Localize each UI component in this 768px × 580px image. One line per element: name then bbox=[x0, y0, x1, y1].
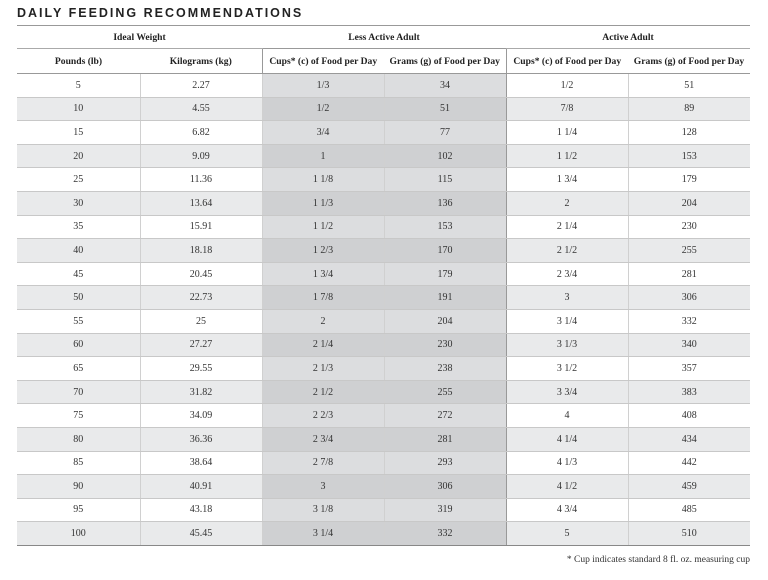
cell-kilograms: 45.45 bbox=[140, 522, 262, 546]
cell-active-grams: 485 bbox=[628, 498, 750, 522]
cell-less-active-grams: 34 bbox=[384, 74, 506, 98]
cell-pounds: 100 bbox=[17, 522, 140, 546]
column-header-less-active-cups: Cups* (c) of Food per Day bbox=[262, 49, 384, 74]
cell-active-cups: 3 bbox=[506, 286, 628, 310]
cell-active-cups: 4 1/2 bbox=[506, 475, 628, 499]
table-row bbox=[17, 380, 750, 404]
cell-kilograms: 29.55 bbox=[140, 357, 262, 381]
table-row bbox=[17, 475, 750, 499]
cell-active-cups: 7/8 bbox=[506, 97, 628, 121]
cell-less-active-grams: 238 bbox=[384, 357, 506, 381]
cell-active-grams: 332 bbox=[628, 309, 750, 333]
cell-kilograms: 4.55 bbox=[140, 97, 262, 121]
cell-pounds: 65 bbox=[17, 357, 140, 381]
cell-less-active-cups: 1 1/8 bbox=[262, 168, 384, 192]
footnote: * Cup indicates standard 8 fl. oz. measuring cup bbox=[566, 555, 750, 565]
cell-active-grams: 408 bbox=[628, 404, 750, 428]
cell-kilograms: 38.64 bbox=[140, 451, 262, 475]
cell-active-grams: 306 bbox=[628, 286, 750, 310]
cell-pounds: 15 bbox=[17, 121, 140, 145]
cell-pounds: 80 bbox=[17, 427, 140, 451]
cell-pounds: 55 bbox=[17, 309, 140, 333]
cell-active-cups: 4 bbox=[506, 404, 628, 428]
cell-less-active-cups: 2 2/3 bbox=[262, 404, 384, 428]
column-header-active-grams: Grams (g) of Food per Day bbox=[628, 49, 750, 74]
cell-pounds: 35 bbox=[17, 215, 140, 239]
cell-less-active-cups: 1 1/2 bbox=[262, 215, 384, 239]
cell-active-grams: 128 bbox=[628, 121, 750, 145]
cell-active-cups: 4 1/4 bbox=[506, 427, 628, 451]
cell-active-grams: 51 bbox=[628, 74, 750, 98]
cell-pounds: 85 bbox=[17, 451, 140, 475]
cell-active-grams: 255 bbox=[628, 239, 750, 263]
table-row bbox=[17, 262, 750, 286]
cell-active-grams: 383 bbox=[628, 380, 750, 404]
feeding-table bbox=[17, 25, 750, 546]
cell-kilograms: 40.91 bbox=[140, 475, 262, 499]
cell-less-active-cups: 2 3/4 bbox=[262, 427, 384, 451]
table-row bbox=[17, 144, 750, 168]
cell-active-cups: 1/2 bbox=[506, 74, 628, 98]
cell-active-cups: 2 3/4 bbox=[506, 262, 628, 286]
cell-pounds: 95 bbox=[17, 498, 140, 522]
cell-less-active-cups: 1 7/8 bbox=[262, 286, 384, 310]
cell-pounds: 50 bbox=[17, 286, 140, 310]
table-row bbox=[17, 286, 750, 310]
table-row bbox=[17, 191, 750, 215]
cell-active-grams: 179 bbox=[628, 168, 750, 192]
cell-kilograms: 20.45 bbox=[140, 262, 262, 286]
table-row bbox=[17, 498, 750, 522]
table-row bbox=[17, 522, 750, 546]
cell-kilograms: 9.09 bbox=[140, 144, 262, 168]
cell-kilograms: 18.18 bbox=[140, 239, 262, 263]
cell-less-active-grams: 293 bbox=[384, 451, 506, 475]
group-header-ideal-weight: Ideal Weight bbox=[17, 26, 262, 49]
cell-active-grams: 153 bbox=[628, 144, 750, 168]
cell-active-grams: 204 bbox=[628, 191, 750, 215]
cell-active-cups: 3 1/3 bbox=[506, 333, 628, 357]
cell-kilograms: 15.91 bbox=[140, 215, 262, 239]
table-row bbox=[17, 427, 750, 451]
column-header-kilograms: Kilograms (kg) bbox=[140, 49, 262, 74]
cell-active-cups: 1 1/2 bbox=[506, 144, 628, 168]
table-row bbox=[17, 121, 750, 145]
cell-pounds: 25 bbox=[17, 168, 140, 192]
group-header-active: Active Adult bbox=[506, 26, 750, 49]
table-row bbox=[17, 97, 750, 121]
cell-active-cups: 4 3/4 bbox=[506, 498, 628, 522]
cell-kilograms: 43.18 bbox=[140, 498, 262, 522]
table-row bbox=[17, 74, 750, 98]
cell-less-active-grams: 281 bbox=[384, 427, 506, 451]
cell-kilograms: 13.64 bbox=[140, 191, 262, 215]
cell-kilograms: 25 bbox=[140, 309, 262, 333]
cell-active-cups: 2 bbox=[506, 191, 628, 215]
table-row bbox=[17, 309, 750, 333]
table-row bbox=[17, 357, 750, 381]
page-title: DAILY FEEDING RECOMMENDATIONS bbox=[17, 6, 304, 20]
column-header-active-cups: Cups* (c) of Food per Day bbox=[506, 49, 628, 74]
cell-pounds: 30 bbox=[17, 191, 140, 215]
cell-less-active-grams: 115 bbox=[384, 168, 506, 192]
cell-active-grams: 442 bbox=[628, 451, 750, 475]
cell-less-active-grams: 255 bbox=[384, 380, 506, 404]
cell-less-active-cups: 1 3/4 bbox=[262, 262, 384, 286]
cell-kilograms: 22.73 bbox=[140, 286, 262, 310]
cell-pounds: 45 bbox=[17, 262, 140, 286]
cell-less-active-cups: 2 1/4 bbox=[262, 333, 384, 357]
cell-kilograms: 6.82 bbox=[140, 121, 262, 145]
cell-kilograms: 36.36 bbox=[140, 427, 262, 451]
cell-less-active-cups: 3 1/4 bbox=[262, 522, 384, 546]
cell-pounds: 75 bbox=[17, 404, 140, 428]
cell-pounds: 5 bbox=[17, 74, 140, 98]
table-row bbox=[17, 333, 750, 357]
cell-active-grams: 357 bbox=[628, 357, 750, 381]
cell-active-cups: 3 3/4 bbox=[506, 380, 628, 404]
cell-kilograms: 27.27 bbox=[140, 333, 262, 357]
cell-active-cups: 3 1/4 bbox=[506, 309, 628, 333]
cell-active-grams: 459 bbox=[628, 475, 750, 499]
cell-less-active-grams: 272 bbox=[384, 404, 506, 428]
column-header-pounds: Pounds (lb) bbox=[17, 49, 140, 74]
table-row bbox=[17, 239, 750, 263]
cell-active-cups: 1 1/4 bbox=[506, 121, 628, 145]
cell-active-grams: 89 bbox=[628, 97, 750, 121]
cell-less-active-cups: 1 1/3 bbox=[262, 191, 384, 215]
cell-active-grams: 510 bbox=[628, 522, 750, 546]
cell-less-active-cups: 1/2 bbox=[262, 97, 384, 121]
cell-pounds: 10 bbox=[17, 97, 140, 121]
cell-less-active-grams: 332 bbox=[384, 522, 506, 546]
cell-less-active-cups: 2 bbox=[262, 309, 384, 333]
table-row bbox=[17, 404, 750, 428]
table-row bbox=[17, 215, 750, 239]
cell-less-active-grams: 191 bbox=[384, 286, 506, 310]
cell-less-active-cups: 2 7/8 bbox=[262, 451, 384, 475]
cell-less-active-cups: 1 bbox=[262, 144, 384, 168]
cell-less-active-grams: 102 bbox=[384, 144, 506, 168]
cell-active-grams: 281 bbox=[628, 262, 750, 286]
cell-less-active-grams: 153 bbox=[384, 215, 506, 239]
cell-less-active-cups: 3 bbox=[262, 475, 384, 499]
column-header-less-active-grams: Grams (g) of Food per Day bbox=[384, 49, 506, 74]
cell-pounds: 90 bbox=[17, 475, 140, 499]
cell-kilograms: 11.36 bbox=[140, 168, 262, 192]
cell-kilograms: 31.82 bbox=[140, 380, 262, 404]
cell-less-active-grams: 77 bbox=[384, 121, 506, 145]
cell-active-grams: 434 bbox=[628, 427, 750, 451]
group-header-less-active: Less Active Adult bbox=[262, 26, 506, 49]
cell-less-active-grams: 170 bbox=[384, 239, 506, 263]
cell-active-grams: 230 bbox=[628, 215, 750, 239]
cell-less-active-grams: 179 bbox=[384, 262, 506, 286]
cell-pounds: 70 bbox=[17, 380, 140, 404]
cell-less-active-cups: 3/4 bbox=[262, 121, 384, 145]
cell-pounds: 20 bbox=[17, 144, 140, 168]
cell-active-grams: 340 bbox=[628, 333, 750, 357]
cell-less-active-cups: 2 1/2 bbox=[262, 380, 384, 404]
cell-less-active-grams: 230 bbox=[384, 333, 506, 357]
cell-less-active-grams: 51 bbox=[384, 97, 506, 121]
cell-less-active-cups: 3 1/8 bbox=[262, 498, 384, 522]
cell-kilograms: 34.09 bbox=[140, 404, 262, 428]
cell-less-active-grams: 319 bbox=[384, 498, 506, 522]
cell-active-cups: 2 1/4 bbox=[506, 215, 628, 239]
table-body bbox=[17, 74, 750, 546]
cell-pounds: 60 bbox=[17, 333, 140, 357]
cell-less-active-grams: 136 bbox=[384, 191, 506, 215]
cell-pounds: 40 bbox=[17, 239, 140, 263]
cell-less-active-cups: 1 2/3 bbox=[262, 239, 384, 263]
cell-active-cups: 1 3/4 bbox=[506, 168, 628, 192]
table-row bbox=[17, 451, 750, 475]
cell-active-cups: 3 1/2 bbox=[506, 357, 628, 381]
cell-less-active-grams: 204 bbox=[384, 309, 506, 333]
cell-active-cups: 4 1/3 bbox=[506, 451, 628, 475]
cell-kilograms: 2.27 bbox=[140, 74, 262, 98]
cell-less-active-grams: 306 bbox=[384, 475, 506, 499]
cell-less-active-cups: 2 1/3 bbox=[262, 357, 384, 381]
cell-active-cups: 2 1/2 bbox=[506, 239, 628, 263]
cell-active-cups: 5 bbox=[506, 522, 628, 546]
table-row bbox=[17, 168, 750, 192]
cell-less-active-cups: 1/3 bbox=[262, 74, 384, 98]
